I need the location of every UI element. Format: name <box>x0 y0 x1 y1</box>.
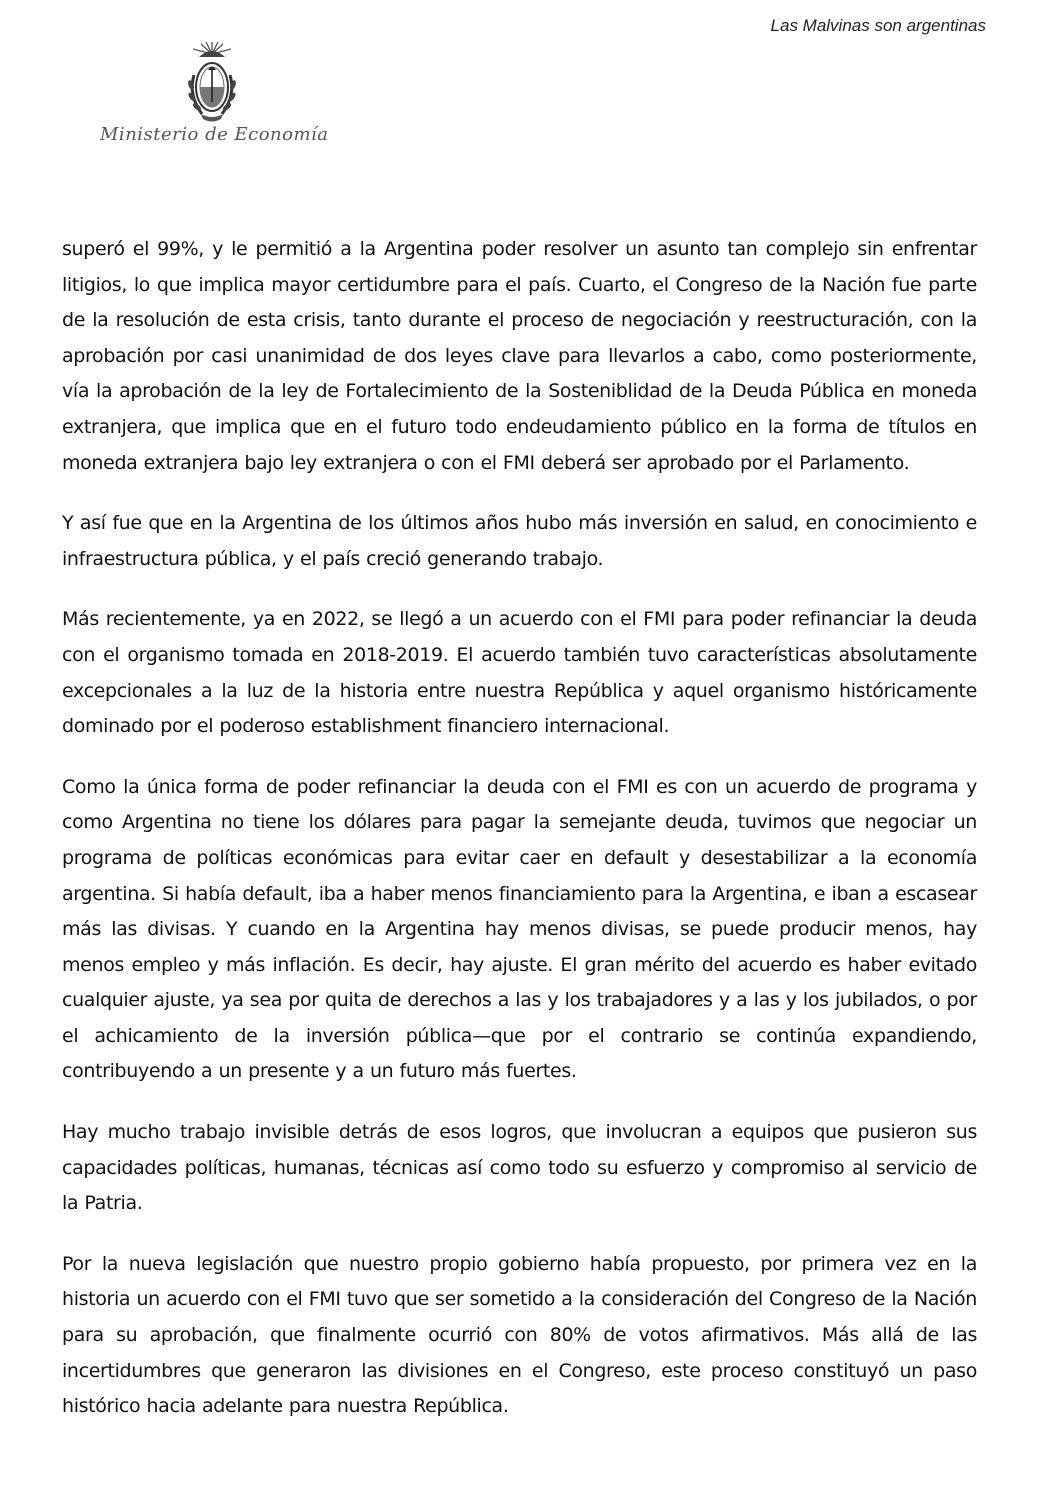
document-body <box>62 232 977 1450</box>
paragraph: Hay mucho trabajo invisible detrás de esos logros, que involucran a equipos que pusieron sus capacidades políticas, humanas, técnicas así como todo su esfuerzo y compromiso al servicio de la Patria. <box>62 1121 977 1215</box>
ministry-logo-text: Ministerio de Economía <box>100 124 329 145</box>
header-motto: Las Malvinas son argentinas <box>770 16 986 35</box>
paragraph: superó el 99%, y le permitió a la Argentina poder resolver un asunto tan complejo sin enfrentar litigios, lo que implica mayor certidumbre para el país. Cuarto, el Congreso de la Nación fue parte de la resolución de esta crisis, tanto durante el proceso de negociación y reestructuración, con la aprobación por casi unanimidad de dos leyes clave para llevarlos a cabo, como posteriormente, vía la aprobación de la ley de Fortalecimiento de la Sosteniblidad de la Deuda Pública en moneda extranjera, que implica que en el futuro todo endeudamiento público en la forma de títulos en moneda extranjera bajo ley extranjera o con el FMI deberá ser aprobado por el Parlamento. <box>62 238 977 474</box>
paragraph: Y así fue que en la Argentina de los últimos años hubo más inversión en salud, en conocimiento e infraestructura pública, y el país creció generando trabajo. <box>62 512 977 570</box>
paragraph: Como la única forma de poder refinanciar la deuda con el FMI es con un acuerdo de programa y como Argentina no tiene los dólares para pagar la semejante deuda, tuvimos que negociar un programa de políticas económicas para evitar caer en default y desestabilizar a la economía argentina. Si había default, iba a haber menos financiamiento para la Argentina, e iban a escasear más las divisas. Y cuando en la Argentina hay menos divisas, se puede producir menos, hay menos empleo y más inflación. Es decir, hay ajuste. El gran mérito del acuerdo es haber evitado cualquier ajuste, ya sea por quita de derechos a las y los trabajadores y a las y los jubilados, o por el achicamiento de la inversión pública—que por el contrario se continúa expandiendo, contribuyendo a un presente y a un futuro más fuertes. <box>62 775 977 1083</box>
paragraph: Por la nueva legislación que nuestro propio gobierno había propuesto, por primera vez en la historia un acuerdo con el FMI tuvo que ser sometido a la consideración del Congreso de la Nación para su aprobación, que finalmente ocurrió con 80% de votos afirmativos. Más allá de las incertidumbres que generaron las divisiones en el Congreso, este proceso constituyó un paso histórico hacia adelante para nuestra República. <box>62 1252 977 1418</box>
argentina-coat-of-arms-icon <box>177 40 247 125</box>
paragraph: Más recientemente, ya en 2022, se llegó a un acuerdo con el FMI para poder refinanciar la deuda con el organismo tomada en 2018-2019. El acuerdo también tuvo características absolutamente excepcionales a la luz de la historia entre nuestra República y aquel organismo históricamente dominado por el poderoso establishment financiero internacional. <box>62 608 977 738</box>
letterhead <box>100 40 340 160</box>
